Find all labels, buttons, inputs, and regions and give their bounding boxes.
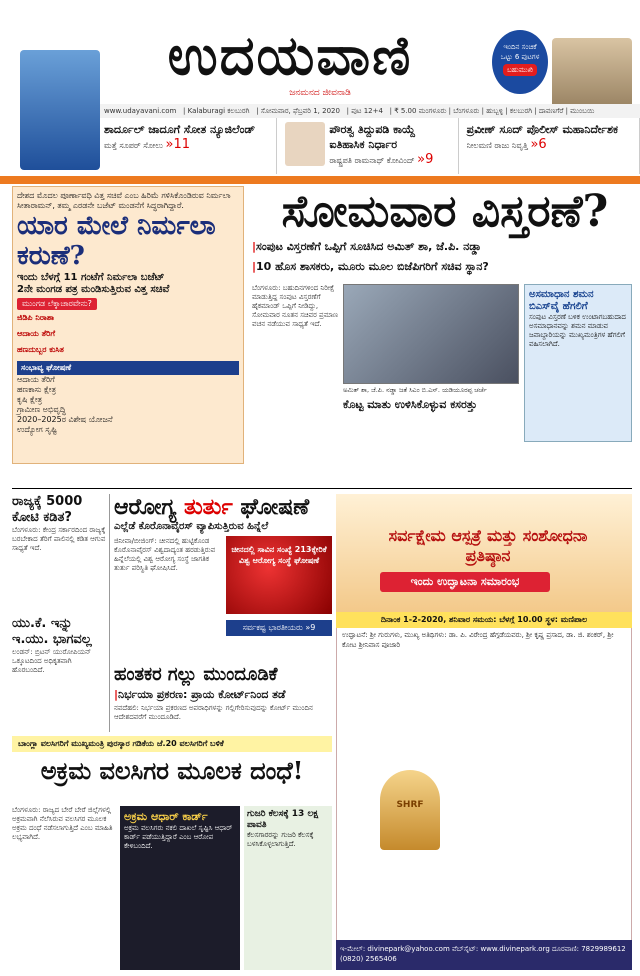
cricketer-photo — [20, 50, 100, 170]
brexit-body: ಲಂಡನ್: ಬ್ರಿಟನ್ ಯುರೋಪಿಯನ್ ಒಕ್ಕೂಟದಿಂದ ಅಧಿಕೃತವಾಗಿ ಹೊರಬಂದಿದೆ. — [12, 648, 92, 674]
editions-badge: ಇಂದಿನ ಸಂಚಿಕೆ ಒಟ್ಟು 6 ಪುಟಗಳ ಬಹುಮುಖಿ — [492, 30, 548, 94]
photo-caption: ಅಮಿತ್ ಶಾ, ಜೆ.ಪಿ. ನಡ್ಡಾ ಜತೆ ಸಿಎಂ ಬಿ.ಎಸ್. ಯಡಿಯೂರಪ್ಪ ಚರ್ಚೆ — [343, 386, 487, 394]
budget-intro: ದೇಶದ ಮೊದಲ ಪೂರ್ಣಾವಧಿ ವಿತ್ತ ಸಚಿವೆ ಎಂಬ ಹಿರಿಮೆ ಗಳಿಸಿಕೊಂಡಿರುವ ನಿರ್ಮಲಾ ಸೀತಾರಾಮನ್, ತಮ್ಮ ಎರಡನೇ ಬಜೆಟ್ ಮಂಡನೆಗೆ ಸಿದ್ಧರಾಗಿದ್ದಾರೆ. — [17, 191, 231, 210]
state-tax-body: ಬೆಂಗಳೂರು: ಕೇಂದ್ರ ಸರ್ಕಾರದಿಂದ ರಾಜ್ಯಕ್ಕೆ ಬರಬೇಕಾದ ತೆರಿಗೆ ಪಾಲಿನಲ್ಲಿ ಕಡಿತ ಆಗುವ ಸಾಧ್ಯತೆ ಇದೆ. — [12, 526, 106, 552]
main-story-body: ಬೆಂಗಳೂರು: ಬಹುದಿನಗಳಿಂದ ನಿರೀಕ್ಷೆ ಮಾಡುತ್ತಿದ್ದ ಸಂಪುಟ ವಿಸ್ತರಣೆಗೆ ಹೈಕಮಾಂಡ್ ಒಪ್ಪಿಗೆ ನೀಡಿದ್ದು, ಸೋಮವಾರ ನೂತನ ಸಚಿವರ ಪ್ರಮಾಣ ವಚನ ನಡೆಯುವ ಸಾಧ್ಯತೆ ಇದೆ. — [252, 284, 338, 328]
budget-section-inflation: ಹಣದುಬ್ಬರ ಕುಸಿತ — [17, 345, 64, 354]
budget-highlight-item: ಗ್ರಾಮೀಣ ಅಭಿವೃದ್ಧಿ — [17, 405, 66, 414]
state-tax-headline: ರಾಜ್ಯಕ್ಕೆ 5000 ಕೋಟಿ ಕಡಿತ? — [12, 494, 83, 525]
scrap-box-body: ಕೆಲಸಗಾರರನ್ನು ಗುಜರಿ ಕೆಲಸಕ್ಕೆ ಬಳಸಿಕೊಳ್ಳಲಾಗುತ್ತಿದೆ. — [247, 831, 314, 848]
left-news-column — [12, 494, 110, 732]
right-box-body: ಸಂಪುಟ ವಿಸ್ತರಣೆ ಬಳಿಕ ಉಂಟಾಗಬಹುದಾದ ಅಸಮಾಧಾನವನ್ನು ಶಮನ ಮಾಡುವ ಜವಾಬ್ದಾರಿಯನ್ನು ಮುಖ್ಯಮಂತ್ರಿಗಳ ಹೆಗಲಿಗೆ ವಹಿಸಲಾಗಿದೆ. — [529, 313, 626, 348]
teaser-police[interactable]: ಪ್ರವೀಣ್ ಸೂದ್ ಪೊಲೀಸ್ ಮಹಾನಿರ್ದೇಶಕ ನೀಲಮಣಿ ರಾಜು ನಿವೃತ್ತಿ »6 — [463, 118, 640, 174]
ad-footer: ಇ-ಮೇಲ್: divinepark@yahoo.com ವೆಬ್‌ಸೈಟ್: www.divinepark.org ದೂರವಾಣಿ: 7829989612 (0820) 2565406 — [336, 940, 632, 970]
president-photo — [285, 122, 325, 166]
illegal-migrants-headline: ಅಕ್ರಮ ವಲಸಿಗರ ಮೂಲಕ ದಂಧೆ! — [40, 756, 304, 785]
nirbhaya-body: ನವದೆಹಲಿ: ನಿರ್ಭಯಾ ಪ್ರಕರಣದ ಅಪರಾಧಿಗಳನ್ನು ಗಲ್ಲಿಗೇರಿಸುವುದನ್ನು ಕೋರ್ಟ್ ಮುಂದಿನ ಆದೇಶದವರೆಗೆ ಮುಂದೂಡಿದೆ. — [114, 704, 313, 721]
right-sidebar-box — [524, 284, 632, 442]
budget-time-note: ಇಂದು ಬೆಳಗ್ಗೆ 11 ಗಂಟೆಗೆ ನಿರ್ಮಲಾ ಬಜೆಟ್ — [17, 272, 165, 283]
teaser-cricket[interactable]: ಶಾರ್ದೂಲ್ ಜಾದೂಗೆ ಸೋತ ನ್ಯೂಜಿಲೆಂಡ್ ಮತ್ತೆ ಸೂಪರ್ ಸೋಲು »11 — [100, 118, 277, 174]
budget-headline: ಯಾರ ಮೇಲೆ ನಿರ್ಮಲಾ ಕರುಣೆ? — [17, 211, 216, 271]
orange-divider — [0, 176, 640, 184]
indians-band: ಸರ್ವಕಷ್ಟ ಭಾರತೀಯರು »9 — [226, 620, 332, 636]
teaser-bar — [100, 118, 640, 174]
teaser-citizenship[interactable]: ಪೌರತ್ವ ತಿದ್ದುಪಡಿ ಕಾಯ್ದೆ ಐತಿಹಾಸಿಕ ನಿರ್ಧಾರ ರಾಷ್ಟ್ರಪತಿ ರಾಮನಾಥ್ ಕೋವಿಂದ್ »9 — [281, 118, 458, 174]
budget-highlight-item: ಉದ್ಯೋಗ ಸೃಷ್ಟಿ — [17, 425, 57, 434]
migrant-banner: ಬಾಂಗ್ಲಾ ವಲಸಿಗರಿಗೆ ಮುಖ್ಯಮಂತ್ರಿ ಪುರಸ್ಕಾರ ಗಡಿಕೆಯ ಜೆ.20 ವಲಸಿಗರಿಗೆ ಬಳಿಕೆ — [12, 736, 332, 752]
dateline: www.udayavani.com | Kalaburagi ಕಲಬುರಗಿ | ಸೋಮವಾರ, ಫೆಬ್ರವರಿ 1, 2020 | ಪುಟ 12+4 | ₹ 5.00 ಮಂಗಳೂರು | ಬೆಂಗಳೂರು | ಹುಬ್ಬಳ್ಳಿ | ಕಲಬುರಗಿ | ದಾವಣಗೆರೆ | ಮುಂಬಯಿ — [100, 104, 640, 118]
ad-body-text: ಉದ್ಘಾಟನೆ: ಶ್ರೀ ಗುರುಗಳು, ಮುಖ್ಯ ಅತಿಥಿಗಳು: ಡಾ. ಪಿ. ವಿರೇಂದ್ರ ಹೆಗ್ಗಡೆಯವರು, ಶ್ರೀ ಕೃಷ್ಣ ಪ್ರಸಾದ, ಡಾ. ಜಿ. ಶಂಕರ್, ಶ್ರೀ ಕೋಟ ಶ್ರೀನಿವಾಸ ಪೂಜಾರಿ — [342, 631, 614, 649]
main-subheadline: ಕೊಟ್ಟ ಮಾತು ಉಳಿಸಿಕೊಳ್ಳುವ ಕಸರತ್ತು — [343, 398, 478, 411]
right-box-headline: ಅಸಮಾಧಾನ ಶಮನ ಬಿಎಸ್‌ವೈ ಹೆಗಲಿಗೆ — [529, 289, 594, 312]
nirbhaya-headline: ಹಂತಕರ ಗಲ್ಲು ಮುಂದೂಡಿಕೆ — [114, 664, 278, 685]
page-count: ಪುಟ 12+4 — [351, 107, 383, 115]
issue-date: ಸೋಮವಾರ, ಫೆಬ್ರವರಿ 1, 2020 — [260, 107, 340, 115]
scrap-work-box — [244, 806, 332, 970]
nirbhaya-deck: |ನಿರ್ಭಯಾ ಪ್ರಕರಣ: ಪ್ರಾಯ ಕೋರ್ಟ್‌ನಿಂದ ತಡೆ — [114, 688, 286, 701]
budget-section-gdp: ಜಿಡಿಪಿ ನಿರಾಶಾ — [17, 313, 55, 322]
health-headline: ಆರೋಗ್ಯ ತುರ್ತು ಘೋಷಣೆ — [114, 494, 310, 520]
aadhar-box — [120, 806, 240, 970]
brexit-headline: ಯು.ಕೆ. ಇನ್ನು ಇ.ಯು. ಭಾಗವಲ್ಲ — [12, 616, 92, 647]
corona-graphic: ಚೀನದಲ್ಲಿ ಸಾವಿನ ಸಂಖ್ಯೆ 213ಕ್ಕೇರಿಕೆ ವಿಶ್ವ ಆರೋಗ್ಯ ಸಂಸ್ಥೆ ಘೋಷಣೆ — [226, 536, 332, 614]
ad-inauguration: ಇಂದು ಉದ್ಘಾಟನಾ ಸಮಾರಂಭ — [380, 572, 550, 592]
shrf-logo: SHRF — [380, 770, 440, 850]
budget-second-note: 2ನೇ ಮಂಗಡ ಪತ್ರ ಮಂಡಿಸುತ್ತಿರುವ ವಿತ್ತ ಸಚಿವೆ — [17, 284, 170, 295]
illegal-migrants-body: ಬೆಂಗಳೂರು: ರಾಜ್ಯದ ಬೇರೆ ಬೇರೆ ಜಿಲ್ಲೆಗಳಲ್ಲಿ ಅಕ್ರಮವಾಗಿ ನೆಲೆಸಿರುವ ವಲಸಿಗರ ಮೂಲಕ ಅಕ್ರಮ ದಂಧೆ ನಡೆಸಲಾಗುತ್ತಿದೆ ಎಂಬ ಮಾಹಿತಿ ಲಭ್ಯವಾಗಿದೆ. — [12, 806, 113, 841]
price-cities: ₹ 5.00 ಮಂಗಳೂರು | ಬೆಂಗಳೂರು | ಹುಬ್ಬಳ್ಳಿ | ಕಲಬುರಗಿ | ದಾವಣಗೆರೆ | ಮುಂಬಯಿ — [394, 107, 595, 115]
health-body: ಜಿನೀವಾ/ಬೀಜಿಂಗ್: ಚೀನದಲ್ಲಿ ಹುಟ್ಟಿಕೊಂಡ ಕೊರೊನಾವೈರಸ್ ವಿಶ್ವದಾದ್ಯಂತ ಹರಡುತ್ತಿರುವ ಹಿನ್ನೆಲೆಯಲ್ಲಿ ವಿಶ್ವ ಆರೋಗ್ಯ ಸಂಸ್ಥೆ ಜಾಗತಿಕ ತುರ್ತು ಪರಿಸ್ಥಿತಿ ಘೋಷಿಸಿದೆ. — [114, 537, 216, 572]
scrap-box-title: ಗುಜರಿ ಕೆಲಸಕ್ಕೆ 13 ಲಕ್ಷ ಪಾವತಿ — [247, 809, 319, 830]
main-deck: |ಸಂಪುಟ ವಿಸ್ತರಣೆಗೆ ಒಪ್ಪಿಗೆ ಸೂಚಿಸಿದ ಅಮಿತ್ ಶಾ, ಜೆ.ಪಿ. ನಡ್ಡಾ |10 ಹೊಸ ಶಾಸಕರು, ಮೂರು ಮೂಲ ಬಿಜೆಪಿಗರಿಗೆ ಸಚಿವ ಸ್ಥಾನ? — [252, 240, 489, 273]
budget-highlight-item: 2020–2025ರ ವಿಶೇಷ ಯೋಜನೆ — [17, 415, 113, 424]
budget-section-tax: ಆದಾಯ ತೆರಿಗೆ — [17, 329, 56, 338]
health-deck: ಎಲ್ಲೆಡೆ ಕೊರೊನಾವೈರಸ್ ವ್ಯಾಪಿಸುತ್ತಿರುವ ಹಿನ್ನೆಲೆ — [114, 521, 269, 532]
budget-box — [12, 186, 244, 464]
newspaper-title: ಉದಯವಾಣಿ — [167, 23, 413, 87]
section-divider — [12, 488, 632, 489]
ad-heading: ಸರ್ವಕ್ಷೇಮ ಆಸ್ಪತ್ರೆ ಮತ್ತು ಸಂಶೋಧನಾ ಪ್ರತಿಷ್ಠಾನ — [388, 526, 588, 565]
budget-highlight-item: ಕೃಷಿ ಕ್ಷೇತ್ರ — [17, 395, 43, 404]
meeting-photo — [343, 284, 519, 384]
budget-highlight-item: ಆದಾಯ ತೆರಿಗೆ — [17, 375, 55, 384]
main-headline: ಸೋಮವಾರ ವಿಸ್ತರಣೆ? — [281, 186, 609, 237]
ad-date-bar: ದಿನಾಂಕ 1-2-2020, ಶನಿವಾರ ಸಮಯ: ಬೆಳಗ್ಗೆ 10.00 ಸ್ಥಳ: ಮಣಿಪಾಲ — [336, 612, 632, 628]
edition-city: Kalaburagi ಕಲಬುರಗಿ — [187, 107, 250, 115]
budget-tag: ಮುಂಗಡ ಲೆಕ್ಕಾಚಾರವೇನು? — [17, 298, 97, 310]
aadhar-box-body: ಅಕ್ರಮ ವಲಸಿಗರು ನಕಲಿ ದಾಖಲೆ ಸೃಷ್ಟಿಸಿ ಆಧಾರ್ ಕಾರ್ಡ್ ಪಡೆಯುತ್ತಿದ್ದಾರೆ ಎಂಬ ಆರೋಪ ಕೇಳಿಬಂದಿದೆ. — [124, 824, 233, 850]
budget-highlights-title: ಸಂಭಾವ್ಯ ಘೋಷಣೆ — [17, 361, 239, 375]
newspaper-tagline: ಜನಮನದ ಜೀವನಾಡಿ — [289, 88, 351, 98]
website: www.udayavani.com — [104, 107, 177, 115]
aadhar-box-title: ಅಕ್ರಮ ಆಧಾರ್ ಕಾರ್ಡ್ — [124, 810, 208, 823]
budget-highlight-item: ಹಣಕಾಸು ಕ್ಷೇತ್ರ — [17, 385, 57, 394]
